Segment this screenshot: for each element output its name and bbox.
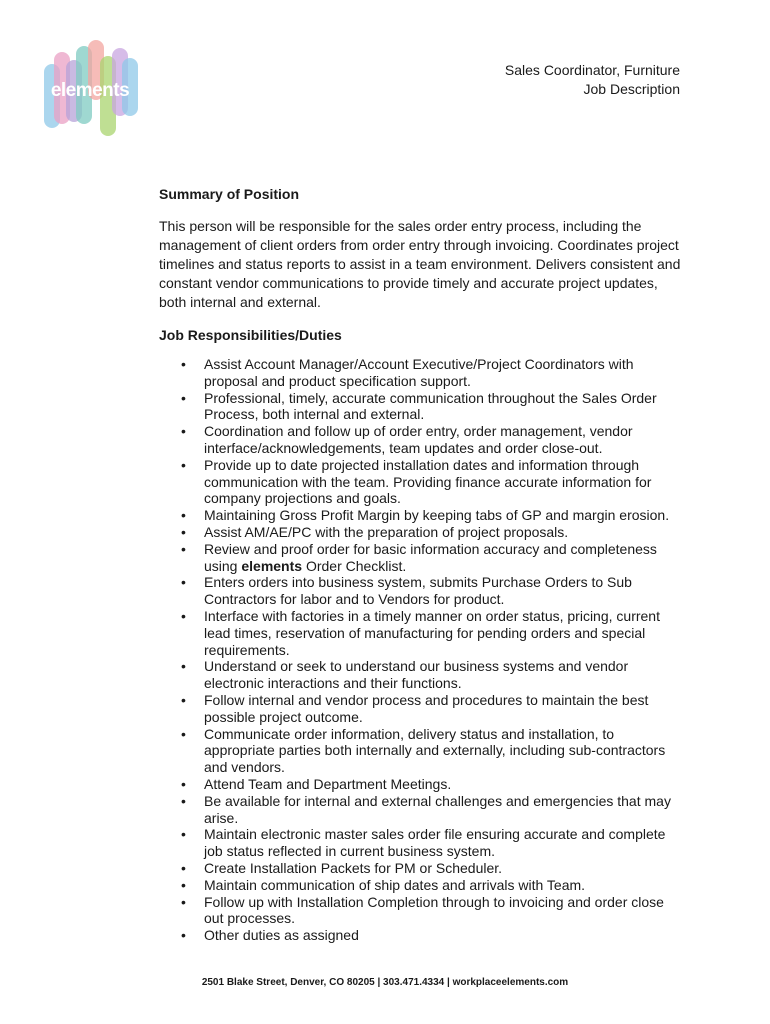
job-title: Sales Coordinator, Furniture [504,62,680,78]
duty-line: • Interface with factories in a timely manner on order status, pricing, current [204,607,660,624]
duty-line: lead times, reservation of manufacturing for pending orders and special [204,624,646,641]
duty-line: • Maintain electronic master sales order file ensuring accurate and complete [204,826,666,843]
summary-paragraph [159,217,694,312]
duty-item [159,541,694,575]
duty-line: Contractors for labor and to Vendors for product. [204,591,505,608]
duty-line: • Understand or seek to understand our business systems and vendor [204,658,629,675]
duty-item [159,423,694,457]
summary-heading: Summary of Position [159,186,300,202]
duty-line: • Attend Team and Department Meetings. [204,775,452,792]
duty-line: appropriate parties both internally and externally, including sub-contractors [204,742,666,759]
duty-line: • Review and proof order for basic information accuracy and completeness [204,540,657,557]
duty-item [159,776,694,793]
duties-list [159,356,694,944]
summary-line: both internal and external. [159,294,321,310]
duty-line: job status reflected in current business system. [204,843,496,860]
duty-item [159,692,694,726]
duty-line: company projections and goals. [204,490,401,507]
duty-item [159,860,694,877]
duty-line: • Assist AM/AE/PC with the preparation of project proposals. [204,523,569,540]
footer-address: 2501 Blake Street, Denver, CO 80205 | 303.471.4334 | workplaceelements.com [201,977,569,988]
duties-heading: Job Responsibilities/Duties [159,327,342,343]
duty-item [159,877,694,894]
document-header [505,61,680,99]
duty-item [159,608,694,658]
duty-line: proposal and product specification support. [204,372,471,389]
duty-line: • Maintain communication of ship dates and arrivals with Team. [204,876,586,893]
duty-item [159,524,694,541]
duty-line: Process, both internal and external. [204,406,425,423]
logo-wordmark: elements [50,80,130,101]
summary-line: management of client orders from order entry through invoicing. Coordinates project [159,237,679,253]
duty-line: • Provide up to date projected installation dates and information through [204,456,640,473]
duty-item [159,658,694,692]
duty-item [159,826,694,860]
duty-line: • Professional, timely, accurate communication throughout the Sales Order [204,389,657,406]
duty-line: • Follow up with Installation Completion through to invoicing and order close [204,893,664,910]
document-body [159,184,694,944]
duty-line: and vendors. [204,759,285,776]
duty-line: • Maintaining Gross Profit Margin by keeping tabs of GP and margin erosion. [204,507,670,524]
duty-item [159,457,694,507]
summary-line: timelines and status reports to assist in a team environment. Delivers consistent and [159,256,681,272]
duty-line: communication with the team. Providing finance accurate information for [204,473,652,490]
document-type: Job Description [583,81,680,97]
summary-line: This person will be responsible for the sales order entry process, including the [159,218,642,234]
duty-item [159,390,694,424]
duty-line: out processes. [204,910,296,927]
duty-line: using elements Order Checklist. [204,557,407,574]
company-logo [40,38,140,142]
duty-item [159,507,694,524]
duty-item [159,927,694,944]
duty-line: • Coordination and follow up of order entry, order management, vendor [204,423,633,440]
duty-line: interface/acknowledgements, team updates and order close-out. [204,439,603,456]
duty-item [159,574,694,608]
duty-line: possible project outcome. [204,708,363,725]
duty-line: • Follow internal and vendor process and procedures to maintain the best [204,691,649,708]
duty-item [159,793,694,827]
duty-item [159,356,694,390]
duty-line: • Create Installation Packets for PM or Scheduler. [204,859,503,876]
duty-line: • Communicate order information, delivery status and installation, to [204,725,615,742]
duty-line: requirements. [204,641,290,658]
duty-item [159,894,694,928]
duty-line: • Other duties as assigned [204,927,359,944]
duty-line: arise. [204,809,239,826]
duty-item [159,726,694,776]
duty-line: • Assist Account Manager/Account Executive/Project Coordinators with [204,356,634,372]
duty-line: electronic interactions and their functions. [204,675,462,692]
duty-line: • Be available for internal and external challenges and emergencies that may [204,792,671,809]
summary-line: constant vendor communications to provide timely and accurate project updates, [159,275,658,291]
duty-line: • Enters orders into business system, submits Purchase Orders to Sub [204,574,632,591]
